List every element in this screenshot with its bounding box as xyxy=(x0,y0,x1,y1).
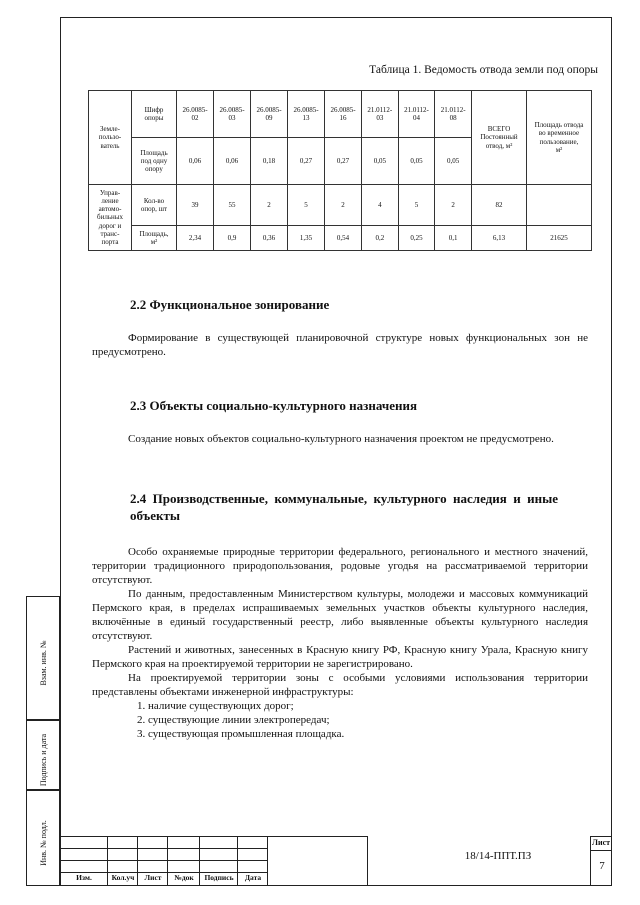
area-cell: 0,9 xyxy=(214,226,251,251)
sheet-label: Лист xyxy=(592,838,611,847)
table-row xyxy=(89,91,592,138)
table-caption: Таблица 1. Ведомость отвода земли под опоры xyxy=(369,64,598,76)
paragraph: Особо охраняемые природные территории федерального, регионального и местного значений, территории традиционного природопользования, родовые угодья на рассматриваемой территории отсутствуют. xyxy=(92,546,588,586)
paragraph: Создание новых объектов социально-культурного назначения проектом не предусмотрено. xyxy=(128,433,554,445)
area-one-cell: 0,18 xyxy=(251,138,288,185)
table-row xyxy=(89,185,592,226)
area-one-cell: 0,05 xyxy=(435,138,472,185)
cipher-cell: 26.0085- 16 xyxy=(325,91,362,138)
header-support-cipher: Шифр опоры xyxy=(132,91,177,138)
sheet-number: 7 xyxy=(599,860,605,872)
stamp-row-line xyxy=(60,860,268,861)
area-one-cell: 0,27 xyxy=(288,138,325,185)
cipher-cell: 21.0112- 04 xyxy=(398,91,435,138)
side-label: Подпись и дата xyxy=(39,733,48,787)
list-item: 1. наличие существующих дорог; xyxy=(148,699,588,713)
header-permanent-total: ВСЕГО Постоянный отвод, м² xyxy=(472,91,527,185)
count-cell: 2 xyxy=(251,185,288,226)
count-cell: 5 xyxy=(288,185,325,226)
cipher-cell: 26.0085- 03 xyxy=(214,91,251,138)
section-2-4-title: 2.4 Производственные, коммунальные, культурного наследия и иные объекты xyxy=(130,491,558,523)
infrastructure-list xyxy=(92,699,588,741)
stamp-header: №док xyxy=(174,873,194,882)
section-2-2-title: 2.2 Функциональное зонирование xyxy=(130,297,330,312)
area-cell: 0,2 xyxy=(362,226,399,251)
list-item: 3. существующая промышленная площадка. xyxy=(148,727,588,741)
area-temp: 21625 xyxy=(527,226,592,251)
cipher-cell: 26.0085- 13 xyxy=(288,91,325,138)
land-allocation-table xyxy=(88,90,592,251)
count-temp-empty xyxy=(527,185,592,226)
count-cell: 55 xyxy=(214,185,251,226)
paragraph: Растений и животных, занесенных в Красную книгу РФ, Красную книгу Урала, Красную книгу Пермского края на проектируемой территории не зарегистрировано. xyxy=(92,644,588,670)
area-cell: 0,25 xyxy=(398,226,435,251)
count-cell: 2 xyxy=(435,185,472,226)
side-box-signature-date xyxy=(26,720,60,790)
count-total: 82 xyxy=(472,185,527,226)
land-user-name: Управ- ление автомо- бильных дорог и транс- порта xyxy=(89,185,132,251)
stamp-header: Лист xyxy=(144,873,162,882)
count-cell: 5 xyxy=(398,185,435,226)
side-label: Взам. инв. № xyxy=(39,640,48,686)
stamp-row-line xyxy=(60,848,268,849)
header-area: Площадь, м² xyxy=(132,226,177,251)
paragraph: На проектируемой территории зоны с особыми условиями использования территории представлены объектами инженерной инфраструктуры: xyxy=(92,672,588,698)
area-one-cell: 0,05 xyxy=(362,138,399,185)
area-total: 6,13 xyxy=(472,226,527,251)
stamp-header: Дата xyxy=(244,873,262,882)
area-cell: 0,36 xyxy=(251,226,288,251)
list-item: 2. существующие линии электропередач; xyxy=(148,713,588,727)
section-2-2-text xyxy=(92,331,588,359)
header-land-user: Земле- пользо- ватель xyxy=(89,91,132,185)
paragraph: По данным, предоставленным Министерством культуры, молодежи и массовых коммуникаций Пермского края, в пределах испрашиваемых земельных участков объекты культурного наследия, включённые в единый государственный реестр, либо выявленные объекты культурного наследия отсутствуют. xyxy=(92,588,588,642)
section-2-4-text xyxy=(92,545,588,741)
area-one-cell: 0,27 xyxy=(325,138,362,185)
side-box-original-inv xyxy=(26,790,60,886)
cipher-cell: 21.0112- 08 xyxy=(435,91,472,138)
cipher-cell: 21.0112- 03 xyxy=(362,91,399,138)
header-count: Кол-во опор, шт xyxy=(132,185,177,226)
stamp-header: Кол.уч xyxy=(111,873,135,882)
table-row xyxy=(89,226,592,251)
area-cell: 2,34 xyxy=(177,226,214,251)
area-cell: 1,35 xyxy=(288,226,325,251)
area-one-cell: 0,06 xyxy=(177,138,214,185)
header-area-per-support: Площадь под одну опору xyxy=(132,138,177,185)
paragraph: Формирование в существующей планировочной структуре новых функциональных зон не предусмотрено. xyxy=(92,332,588,358)
stamp-header: Подпись xyxy=(204,873,234,882)
area-cell: 0,1 xyxy=(435,226,472,251)
cipher-cell: 26.0085- 09 xyxy=(251,91,288,138)
document-code: 18/14-ППТ.ПЗ xyxy=(464,850,532,862)
count-cell: 39 xyxy=(177,185,214,226)
area-one-cell: 0,06 xyxy=(214,138,251,185)
title-block xyxy=(60,836,612,886)
count-cell: 4 xyxy=(362,185,399,226)
header-temporary-area: Площадь отвода во временное пользование, м² xyxy=(527,91,592,185)
side-label: Инв. № подл. xyxy=(39,820,48,866)
cipher-cell: 26.0085- 02 xyxy=(177,91,214,138)
stamp-header: Изм. xyxy=(76,873,92,882)
area-cell: 0,54 xyxy=(325,226,362,251)
count-cell: 2 xyxy=(325,185,362,226)
section-2-3-title: 2.3 Объекты социально-культурного назначения xyxy=(130,398,417,413)
area-one-cell: 0,05 xyxy=(398,138,435,185)
section-2-3-text xyxy=(92,432,588,446)
